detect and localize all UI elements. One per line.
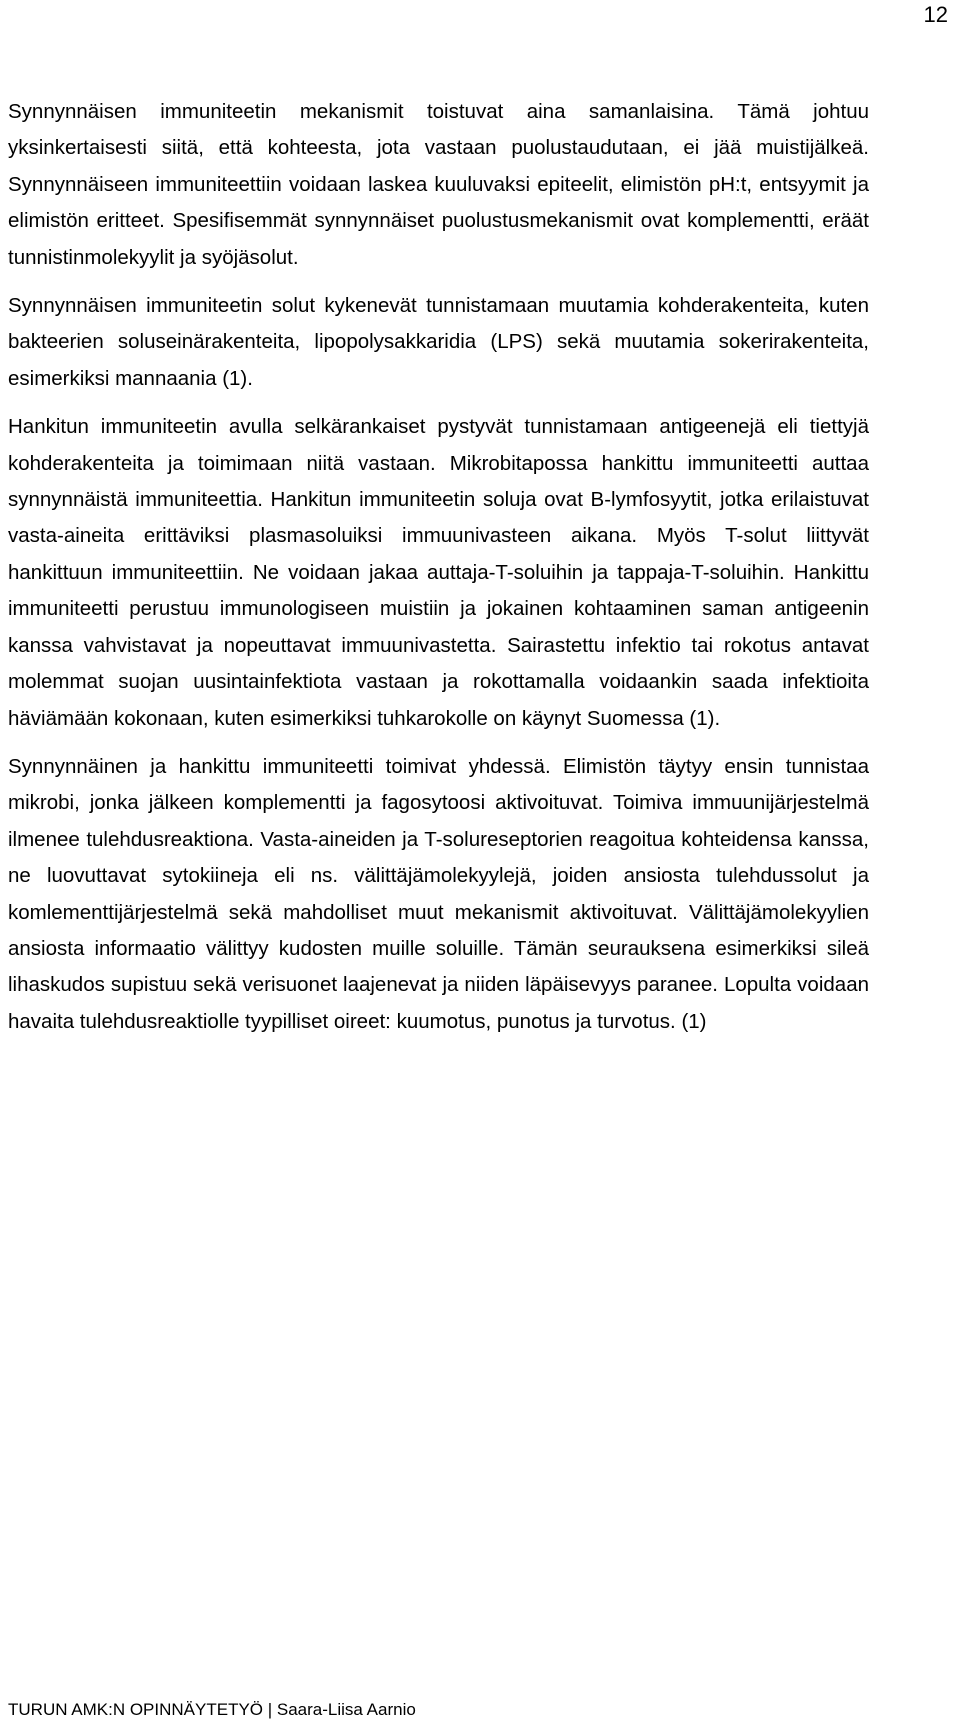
paragraph-acquired-immunity: Hankitun immuniteetin avulla selkärankaiset pystyvät tunnistamaan antigeenejä eli tiettyjä kohderakenteita ja toimimaan niitä vastaan. Mikrobitapossa hankittu immuniteetti auttaa synnynnäistä immuniteettia. Hankitun immuniteetin soluja ovat B-lymfosyytit, jotka erilaistuvat vasta-aineita erittäviksi plasmasoluiksi immuunivasteen aikana. Myös T-solut liittyvät hankittuun immuniteettiin. Ne voidaan jakaa auttaja-T-soluihin ja tappaja-T-soluihin. Hankittu immuniteetti perustuu immunologiseen muistiin ja jokainen kohtaaminen saman antigeenin kanssa vahvistavat ja nopeuttavat immuunivastetta. Sairastettu infektio tai rokotus antavat molemmat suojan uusintainfektiota vastaan ja rokottamalla voidaankin saada infektioita häviämään kokonaan, kuten esimerkiksi tuhkarokolle on käynyt Suomessa (1). [8, 415, 869, 730]
paragraph-innate-immunity: Synnynnäisen immuniteetin mekanismit toistuvat aina samanlaisina. Tämä johtuu yksinkertaisesti siitä, että kohteesta, jota vastaan puolustaudutaan, ei jää muistijälkeä. Synnynnäiseen immuniteettiin voidaan laskea kuuluvaksi epiteelit, elimistön pH:t, entsyymit ja elimistön eritteet. Spesifisemmät synnynnäiset puolustusmekanismit ovat komplementti, eräät tunnistinmolekyylit ja syöjäsolut. [8, 100, 869, 269]
page-number: 12 [923, 2, 948, 27]
page-footer: TURUN AMK:N OPINNÄYTETYÖ | Saara-Liisa Aarnio [8, 1700, 416, 1719]
document-body [8, 94, 869, 1040]
paragraph-combined-immunity: Synnynnäinen ja hankittu immuniteetti toimivat yhdessä. Elimistön täytyy ensin tunnistaa mikrobi, jonka jälkeen komplementti ja fagosytoosi aktivoituvat. Toimiva immuunijärjestelmä ilmenee tulehdusreaktiona. Vasta-aineiden ja T-solureseptorien reagoitua kohteidensa kanssa, ne luovuttavat sytokiineja eli ns. välittäjämolekyylejä, joiden ansiosta tulehdussolut ja komlementtijärjestelmä sekä mahdolliset muut mekanismit aktivoituvat. Välittäjämolekyylien ansiosta informaatio välittyy kudosten muille soluille. Tämän seurauksena esimerkiksi sileä lihaskudos supistuu sekä verisuonet laajenevat ja niiden läpäisevyys paranee. Lopulta voidaan havaita tulehdusreaktiolle tyypilliset oireet: kuumotus, punotus ja turvotus. (1) [8, 754, 869, 1033]
paragraph-innate-cells: Synnynnäisen immuniteetin solut kykenevät tunnistamaan muutamia kohderakenteita, kuten bakteerien soluseinärakenteita, lipopolysakkaridia (LPS) sekä muutamia sokerirakenteita, esimerkiksi mannaania (1). [8, 294, 869, 390]
